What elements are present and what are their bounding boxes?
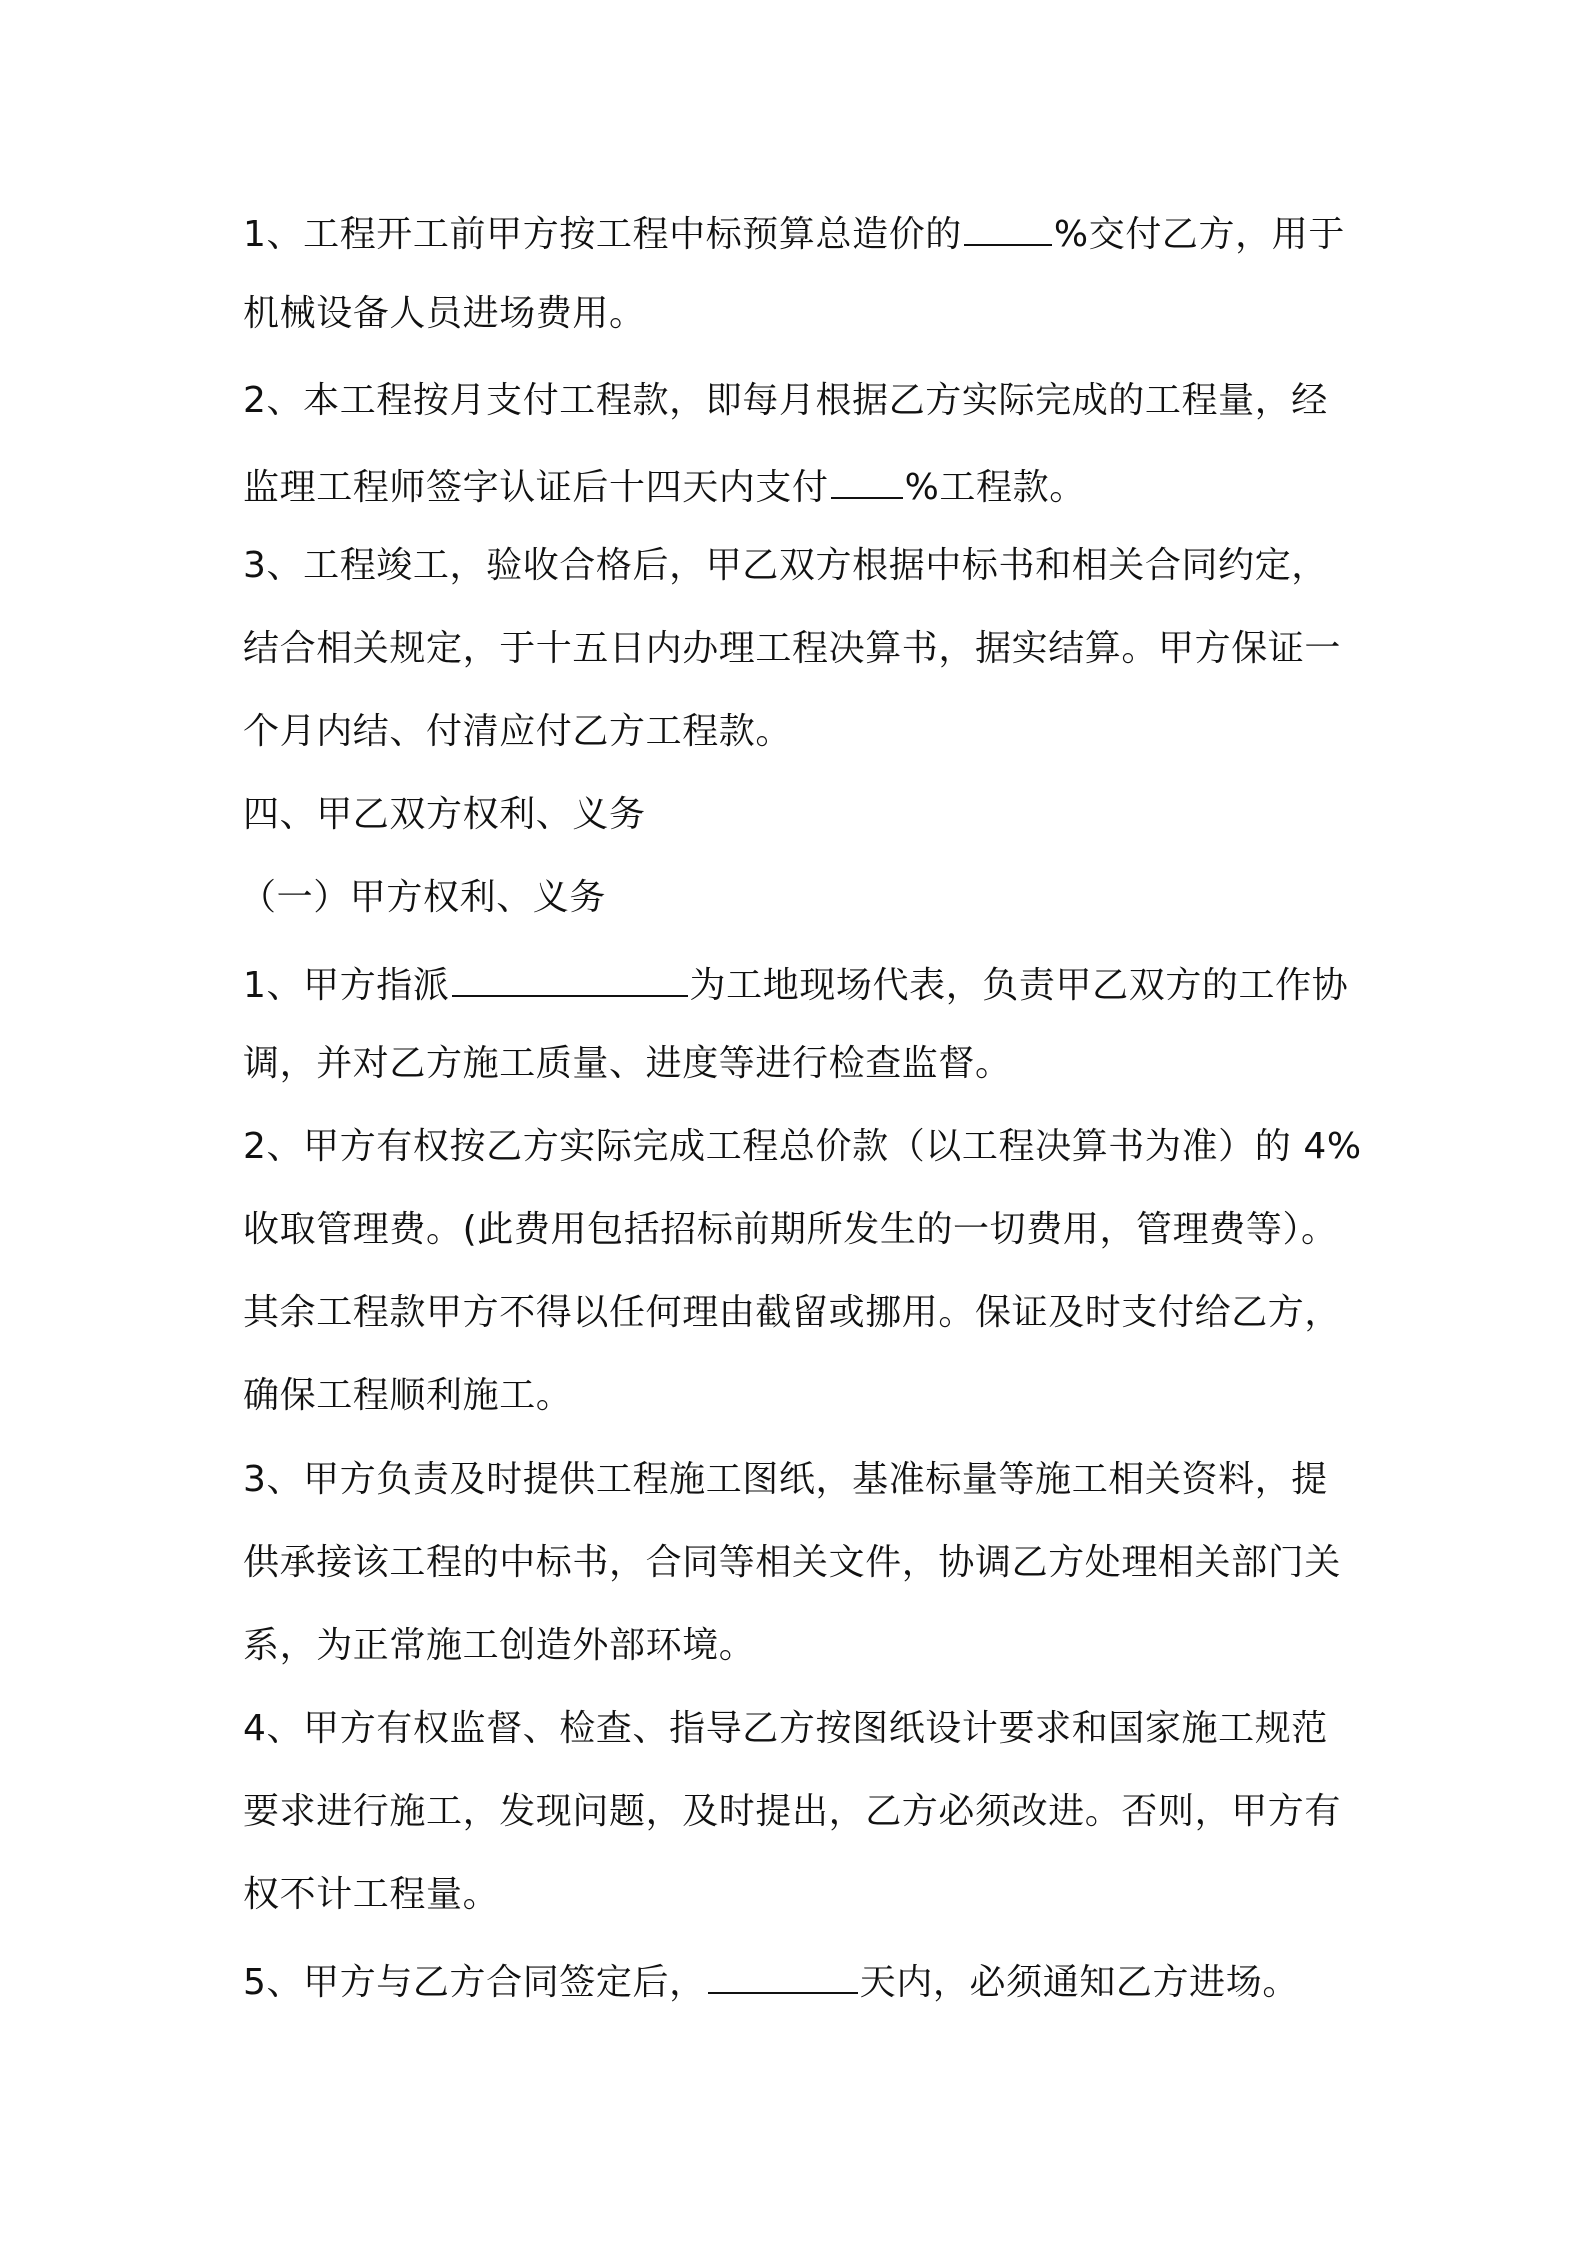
rights-item-2-line-2: 收取管理费。(此费用包括招标前期所发生的一切费用，管理费等）。	[243, 1209, 1338, 1250]
rights-item-4-line-2: 要求进行施工，发现问题，及时提出，乙方必须改进。否则，甲方有	[243, 1791, 1342, 1832]
rights-item-5-text-after: 天内，必须通知乙方进场。	[859, 1962, 1299, 2003]
site-representative-blank	[452, 957, 688, 997]
rights-item-2-line-4: 确保工程顺利施工。	[243, 1375, 573, 1416]
payment-item-1-line-2: 机械设备人员进场费用。	[243, 293, 646, 334]
rights-item-4-line-3: 权不计工程量。	[243, 1874, 500, 1915]
rights-item-3-line-2: 供承接该工程的中标书，合同等相关文件，协调乙方处理相关部门关	[243, 1542, 1342, 1583]
payment-item-2-text-after: %工程款。	[904, 467, 1086, 508]
payment-item-2-line-1: 2、本工程按月支付工程款，即每月根据乙方实际完成的工程量，经	[243, 380, 1328, 421]
rights-item-1-text: 1、甲方指派	[243, 965, 450, 1006]
rights-item-3-line-3: 系，为正常施工创造外部环境。	[243, 1625, 756, 1666]
payment-item-2-line-2	[243, 459, 1363, 507]
section-heading: 四、甲乙双方权利、义务	[243, 794, 646, 835]
rights-item-1-line-2: 调，并对乙方施工质量、进度等进行检查监督。	[243, 1043, 1012, 1084]
rights-item-5-text: 5、甲方与乙方合同签定后，	[243, 1962, 706, 2003]
subsection-heading: （一）甲方权利、义务	[240, 877, 607, 918]
rights-item-1-line-1	[243, 957, 1363, 1005]
rights-item-4-line-1: 4、甲方有权监督、检查、指导乙方按图纸设计要求和国家施工规范	[243, 1708, 1328, 1749]
rights-item-2-line-1: 2、甲方有权按乙方实际完成工程总价款（以工程决算书为准）的 4%	[243, 1126, 1362, 1167]
payment-item-3-line-3: 个月内结、付清应付乙方工程款。	[243, 711, 793, 752]
rights-item-1-text-after: 为工地现场代表，负责甲乙双方的工作协	[689, 965, 1349, 1006]
rights-item-2-line-3: 其余工程款甲方不得以任何理由截留或挪用。保证及时支付给乙方，	[243, 1292, 1342, 1333]
payment-item-3-line-2: 结合相关规定，于十五日内办理工程决算书，据实结算。甲方保证一	[243, 628, 1342, 669]
monthly-percent-blank	[831, 459, 903, 499]
payment-item-1-text: 1、工程开工前甲方按工程中标预算总造价的	[243, 214, 962, 255]
payment-item-3-line-1: 3、工程竣工，验收合格后，甲乙双方根据中标书和相关合同约定，	[243, 545, 1328, 586]
payment-item-1-text-after: %交付乙方，用于	[1053, 214, 1345, 255]
advance-percent-blank	[964, 206, 1052, 246]
payment-item-2-text: 监理工程师签字认证后十四天内支付	[243, 467, 829, 508]
entry-days-blank	[708, 1954, 858, 1994]
rights-item-5-line-1	[243, 1954, 1363, 2002]
rights-item-3-line-1: 3、甲方负责及时提供工程施工图纸，基准标量等施工相关资料，提	[243, 1459, 1328, 1500]
payment-item-1-line-1	[243, 206, 1363, 254]
